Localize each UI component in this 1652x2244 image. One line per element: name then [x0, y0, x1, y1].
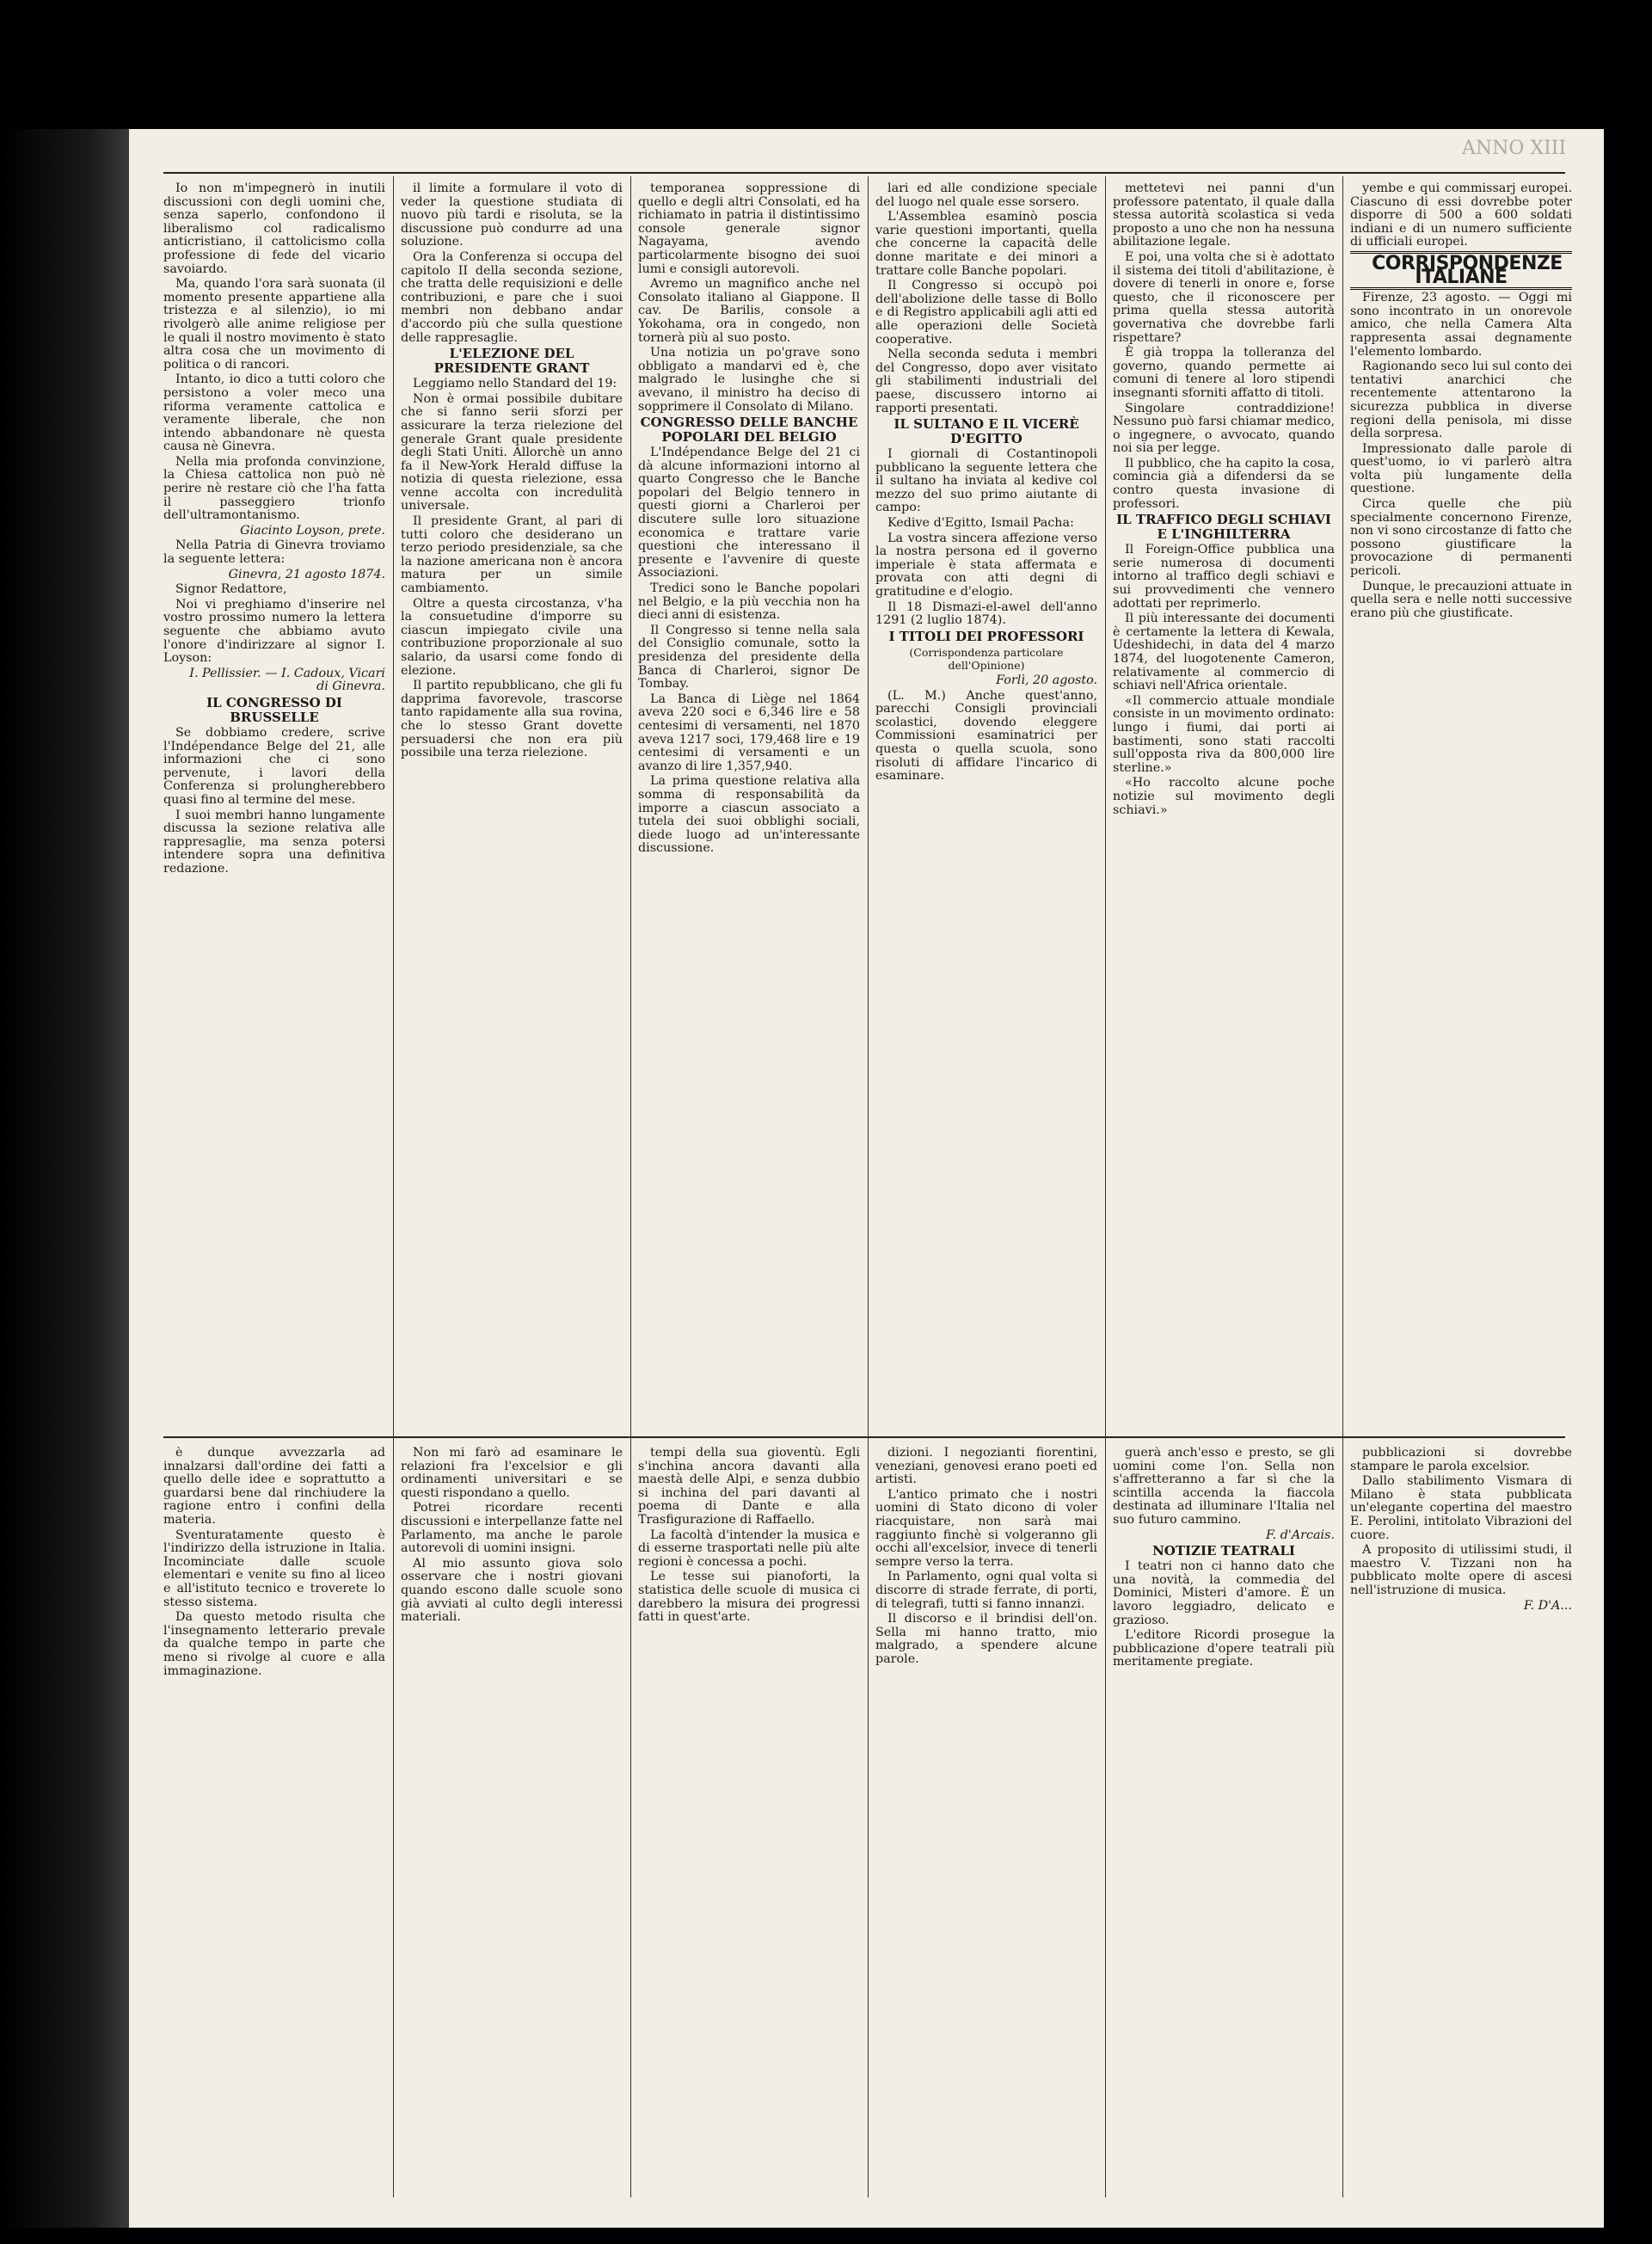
paragraph: Potrei ricordare recenti discussioni e interpellanze fatte nel Parlamento, ma anche le parole autorevoli di uomini insigni.: [401, 1501, 623, 1556]
article-headline: IL TRAFFICO DEGLI SCHIAVI E L'INGHILTERRA: [1116, 512, 1331, 543]
paragraph: Circa quelle che più specialmente concernono Firenze, non vi sono circostanze di fatto che possono giustificare la provocazione di permanenti pericoli.: [1350, 497, 1572, 579]
paragraph: Una notizia un po'grave sono obbligato a mandarvi ed è, che malgrado le lusinghe che si avevano, il ministro ha deciso di sopprimere il Consolato di Milano.: [638, 346, 860, 414]
column-rule: [630, 176, 631, 2198]
paragraph: Firenze, 23 agosto. — Oggi mi sono incontrato in un onorevole amico, che nella Camera Alta rappresenta assai degnamente l'elemento lombardo.: [1350, 291, 1572, 359]
paragraph: (L. M.) Anche quest'anno, parecchi Consigli provinciali scolastici, dovendo eleggere Commissioni esaminatrici per questa o quella scuola, sono risoluti di affidare l'incarico di esaminare.: [875, 688, 1097, 784]
paragraph: Impressionato dalle parole di quest'uomo, io vi parlerò altra volta più lungamente della questione.: [1350, 441, 1572, 496]
paragraph: Dunque, le precauzioni attuate in quella sera e nelle notti successive erano più che giustificate.: [1350, 579, 1572, 620]
paragraph: Oltre a questa circostanza, v'ha la consuetudine d'imporre su ciascun impiegato civile una contribuzione proporzionale al suo salario, da usarsi come fondo di elezione.: [401, 596, 623, 678]
paragraph: Ma, quando l'ora sarà suonata (il momento presente appartiene alla tristezza e al silenzio), io mi rivolgerò alle anime religiose per le quali il nostro movimento è stato altra cosa che un movimento di politica o di rancori.: [163, 277, 385, 372]
text-column: [875, 1447, 1097, 2204]
paragraph: Dallo stabilimento Vismara di Milano è stata pubblicata un'elegante copertina del maestro E. Perolini, intitolato Vibrazioni del cuore.: [1350, 1474, 1572, 1542]
paragraph: Ragionando seco lui sul conto dei tentativi anarchici che recentemente attentarono la sicurezza pubblica in diverse regioni della penisola, mi disse della sorpresa.: [1350, 360, 1572, 441]
paragraph: «Il commercio attuale mondiale consiste in un movimento ordinato: lungo i fiumi, dai porti ai bastimenti, sono stati raccolti sull'opposta riva da 800,000 lire sterline.»: [1113, 693, 1335, 775]
text-column: [1113, 1447, 1335, 2204]
paragraph: I giornali di Costantinopoli pubblicano la seguente lettera che il sultano ha inviata al kedive col mezzo del suo primo aiutante di campo:: [875, 447, 1097, 515]
paragraph: temporanea soppressione di quello e degli altri Consolati, ed ha richiamato in patria il distintissimo console generale signor Nagayama, avendo particolarmente bisogno dei suoi lumi e consigli autorevoli.: [638, 182, 860, 276]
paragraph: La vostra sincera affezione verso la nostra persona ed il governo imperiale è stata affermata e provata con atti degni di gratitudine e d'elogio.: [875, 531, 1097, 599]
paragraph: Non mi farò ad esaminare le relazioni fra l'excelsior e gli ordinamenti universitari e se questi rispondano a quello.: [401, 1447, 623, 1500]
paragraph: Io non m'impegnerò in inutili discussioni con degli uomini che, senza saperlo, confondono il liberalismo col radicalismo anticristiano, il cattolicismo colla professione di fede del vicario savoiardo.: [163, 182, 385, 276]
article-signature: Ginevra, 21 agosto 1874.: [228, 567, 385, 581]
paragraph: Nella seconda seduta i membri del Congresso, dopo aver visitato gli stabilimenti industriali del paese, discussero intorno ai rapporti presentati.: [875, 347, 1097, 415]
column-rule: [868, 176, 869, 2198]
paragraph: guerà anch'esso e presto, se gli uomini come l'on. Sella non s'affretteranno a far sì che la scintilla accenda la fiaccola destinata ad illuminare l'Italia nel suo futuro cammino.: [1113, 1447, 1335, 1527]
article-headline: NOTIZIE TEATRALI: [1152, 1543, 1295, 1559]
column-rule: [393, 176, 394, 2198]
paragraph: La prima questione relativa alla somma di responsabilità da imporre a ciascun associato a tutela dei suoi obblighi sociali, diede luogo ad un'interessante discussione.: [638, 774, 860, 856]
text-column: [875, 182, 1097, 1429]
header-corner: ANNO XIII: [1462, 138, 1567, 159]
text-column: [163, 182, 385, 1429]
paragraph: Nella mia profonda convinzione, la Chiesa cattolica non può nè perire nè restare ciò che l'ha fatta il passeggiero trionfo dell'ultramontanismo.: [163, 454, 385, 523]
paragraph: è dunque avvezzarla ad innalzarsi dall'ordine dei fatti a quello delle idee e soprattutto a guardarsi bene dal rinchiudere la ragione entro i confini della materia.: [163, 1447, 385, 1527]
paragraph: A proposito di utilissimi studi, il maestro V. Tizzani non ha pubblicato molte opere di ascesi nell'istruzione di musica.: [1350, 1543, 1572, 1597]
column-rule: [1342, 176, 1343, 2198]
article-headline: I TITOLI DEI PROFESSORI: [888, 628, 1084, 644]
paragraph: Non è ormai possibile dubitare che si fanno serii sforzi per assicurare la terza rielezione del generale Grant quale presidente degli Stati Uniti. Allorchè un anno fa il New-York Herald diffuse la notizia di questa rielezione, essa venne accolta con incredulità universale.: [401, 391, 623, 513]
article-signature: F. D'A...: [1523, 1598, 1572, 1613]
paragraph: La facoltà d'intender la musica e di esserne trasportati nelle più alte regioni è concessa a pochi.: [638, 1528, 860, 1569]
paragraph: Il Congresso si occupò poi dell'abolizione delle tasse di Bollo e di Registro applicabili agli atti ed alle operazioni delle Società cooperative.: [875, 279, 1097, 347]
article-signature: F. d'Arcais.: [1265, 1528, 1335, 1542]
paragraph: Se dobbiamo credere, scrive l'Indépendance Belge del 21, alle informazioni che ci sono pervenute, i lavori della Conferenza si prolungherebbero quasi fino al termine del mese.: [163, 725, 385, 807]
paragraph: mettetevi nei panni d'un professore patentato, il quale dalla stessa autorità scolastica si veda proposto a uno che non ha nessuna abilitazione legale.: [1113, 182, 1335, 249]
paragraph: dizioni. I negozianti fiorentini, veneziani, genovesi erano poeti ed artisti.: [875, 1447, 1097, 1487]
article-headline: L'ELEZIONE DEL PRESIDENTE GRANT: [433, 346, 590, 377]
article-headline: CONGRESSO DELLE BANCHE POPOLARI DEL BELGIO: [640, 415, 858, 446]
article-signature: Giacinto Loyson, prete.: [240, 523, 385, 538]
article-signature: I. Pellissier. — I. Cadoux, Vicari di Ginevra.: [189, 666, 385, 694]
paragraph: tempi della sua gioventù. Egli s'inchina ancora davanti alla maestà delle Alpi, e senza dubbio si inchina del pari davanti al poema di Dante e alla Trasfigurazione di Raffaello.: [638, 1447, 860, 1527]
paragraph: «Ho raccolto alcune poche notizie sul movimento degli schiavi.»: [1113, 776, 1335, 817]
binding-shadow: [0, 129, 129, 2228]
paragraph: Leggiamo nello Standard del 19:: [413, 377, 617, 391]
paragraph: Il più interessante dei documenti è certamente la lettera di Kewala, Udeshidechi, in data del 4 marzo 1874, del luogotenente Cameron, relativamente al commercio di schiavi nell'Africa orientale.: [1113, 612, 1335, 693]
paragraph: lari ed alle condizione speciale del luogo nel quale esse sorsero.: [875, 182, 1097, 209]
section-banner: CORRISPONDENZE ITALIANE: [1350, 251, 1572, 290]
text-column: [401, 1447, 623, 2204]
paragraph: Da questo metodo risulta che l'insegnamento letterario prevale da qualche tempo in parte che meno si rivolge al cuore e alla immaginazione.: [163, 1610, 385, 1678]
paragraph: Avremo un magnifico anche nel Consolato italiano al Giappone. Il cav. De Barilis, console a Yokohama, ora in congedo, non tornerà più al suo posto.: [638, 277, 860, 345]
article-signature: Forlì, 20 agosto.: [996, 673, 1097, 687]
paragraph: Singolare contraddizione! Nessuno può farsi chiamar medico, o ingegnere, o avvocato, quando noi sia per legge.: [1113, 401, 1335, 456]
paragraph: Al mio assunto giova solo osservare che i nostri giovani quando escono dalle scuole sono già avviati al culto degli interessi materiali.: [401, 1556, 623, 1625]
paragraph: Il pubblico, che ha capito la cosa, comincia già a difendersi da se contro questa invasione di professori.: [1113, 456, 1335, 511]
paragraph: La Banca di Liège nel 1864 aveva 220 soci e 6,346 lire e 58 centesimi di versamenti, nel 1870 aveva 1217 soci, 179,468 lire e 19 centesimi di versamenti e un avanzo di lire 1,357,940.: [638, 692, 860, 773]
paragraph: Il discorso e il brindisi dell'on. Sella mi hanno tratto, mio malgrado, a spendere alcune parole.: [875, 1612, 1097, 1666]
middle-rule: [163, 1436, 1565, 1438]
paragraph: I suoi membri hanno lungamente discussa la sezione relativa alle rappresaglie, ma senza potersi intendere sopra una definitiva redazione.: [163, 808, 385, 876]
text-column: [1350, 182, 1572, 1429]
paragraph: Le tesse sui pianoforti, la statistica delle scuole di musica ci darebbero la misura dei progressi fatti in quest'arte.: [638, 1570, 860, 1625]
paragraph: E poi, una volta che si è adottato il sistema dei titoli d'abilitazione, è dovere di tenerli in onore e, forse questo, che il riconoscere per prima quella stessa autorità governativa che dovrebbe farli rispettare?: [1113, 249, 1335, 345]
paragraph: Il Congresso si tenne nella sala del Consiglio comunale, sotto la presidenza del presidente della Banca di Charleroi, signor De Tombay.: [638, 623, 860, 692]
paragraph: Il Foreign-Office pubblica una serie numerosa di documenti intorno al traffico degli schiavi e sui provvedimenti che vennero adottati per reprimerlo.: [1113, 543, 1335, 611]
text-column: [638, 1447, 860, 2204]
paragraph: Il presidente Grant, al pari di tutti coloro che desiderano un terzo periodo presidenziale, sa che la nazione americana non è ancora matura per un simile cambiamento.: [401, 514, 623, 596]
paragraph: pubblicazioni si dovrebbe stampare le parola excelsior.: [1350, 1447, 1572, 1473]
article-subtitle: (Corrispondenza particolare dell'Opinione): [909, 645, 1064, 673]
article-headline: IL CONGRESSO DI BRUSSELLE: [206, 694, 342, 725]
paragraph: Sventuratamente questo è l'indirizzo della istruzione in Italia. Incominciate dalle scuole elementari e venite su fino al liceo e all'istituto tecnico e troverete lo stesso sistema.: [163, 1528, 385, 1609]
text-column: [1113, 182, 1335, 1429]
paragraph: In Parlamento, ogni qual volta si discorre di strade ferrate, di porti, di telegrafi, tutti si fanno innanzi.: [875, 1570, 1097, 1611]
paragraph: il limite a formulare il voto di veder la questione studiata di nuovo più tardi e risoluta, se la discussione può condurre ad una soluzione.: [401, 182, 623, 249]
paragraph: Nella Patria di Ginevra troviamo la seguente lettera:: [163, 538, 385, 567]
newspaper-page: [129, 129, 1604, 2228]
paragraph: Kedive d'Egitto, Ismail Pacha:: [887, 516, 1074, 531]
paragraph: Ora la Conferenza si occupa del capitolo II della seconda sezione, che tratta delle requisizioni e delle contribuzioni, e pare che i suoi membri non debbano andar d'accordo più che sulla questione delle rappresaglie.: [401, 249, 623, 345]
paragraph: Il partito repubblicano, che gli fu dapprima favorevole, trascorse tanto rapidamente alla sua rovina, che lo stesso Grant dovette persuadersi che non era più possibile una terza rielezione.: [401, 679, 623, 760]
paragraph: Noi vi preghiamo d'inserire nel vostro prossimo numero la lettera seguente che abbiamo avuto l'onore d'indirizzare al signor I. Loyson:: [163, 597, 385, 666]
text-column: [638, 182, 860, 1429]
paragraph: L'Assemblea esaminò poscia varie questioni importanti, quella che concerne la capacità delle donne maritate e dei minori a trattare colle Banche popolari.: [875, 210, 1097, 278]
paragraph: È già troppa la tolleranza del governo, quando permette ai comuni di tenere al loro stipendi insegnanti sforniti affatto di titoli.: [1113, 346, 1335, 400]
paragraph: I teatri non ci hanno dato che una novità, la commedia del Dominici, Misteri d'amore. È un lavoro leggiadro, delicato e grazioso.: [1113, 1559, 1335, 1627]
top-rule: [163, 172, 1565, 174]
text-column: [163, 1447, 385, 2204]
paragraph: Intanto, io dico a tutti coloro che persistono a voler meco una riforma veramente cattolica e veramente liberale, che non intendo abbandonare nè questa causa nè Ginevra.: [163, 372, 385, 454]
article-headline: IL SULTANO E IL VICERÈ D'EGITTO: [894, 416, 1079, 447]
paragraph: Signor Redattore,: [175, 582, 287, 597]
paragraph: L'antico primato che i nostri uomini di Stato dicono di voler riacquistare, non sarà mai raggiunto finchè si volgeranno gli occhi all'excelsior, invece di tenerli sempre verso la terra.: [875, 1487, 1097, 1569]
paragraph: L'Indépendance Belge del 21 ci dà alcune informazioni intorno al quarto Congresso che le Banche popolari del Belgio tennero in questi giorni a Charleroi per discutere sulle loro situazione economica e trattare varie questioni che interessano il presente e l'avvenire di queste Associazioni.: [638, 446, 860, 581]
paragraph: Il 18 Dismazi-el-awel dell'anno 1291 (2 luglio 1874).: [875, 599, 1097, 628]
paragraph: L'editore Ricordi prosegue la pubblicazione d'opere teatrali più meritamente pregiate.: [1113, 1628, 1335, 1669]
column-rule: [1105, 176, 1106, 2198]
text-column: [1350, 1447, 1572, 2204]
paragraph: Tredici sono le Banche popolari nel Belgio, e la più vecchia non ha dieci anni di esistenza.: [638, 581, 860, 623]
text-column: [401, 182, 623, 1429]
paragraph: yembe e qui commissarj europei. Ciascuno di essi dovrebbe poter disporre di 500 a 600 soldati indiani e di un numero sufficiente di ufficiali europei.: [1350, 182, 1572, 249]
